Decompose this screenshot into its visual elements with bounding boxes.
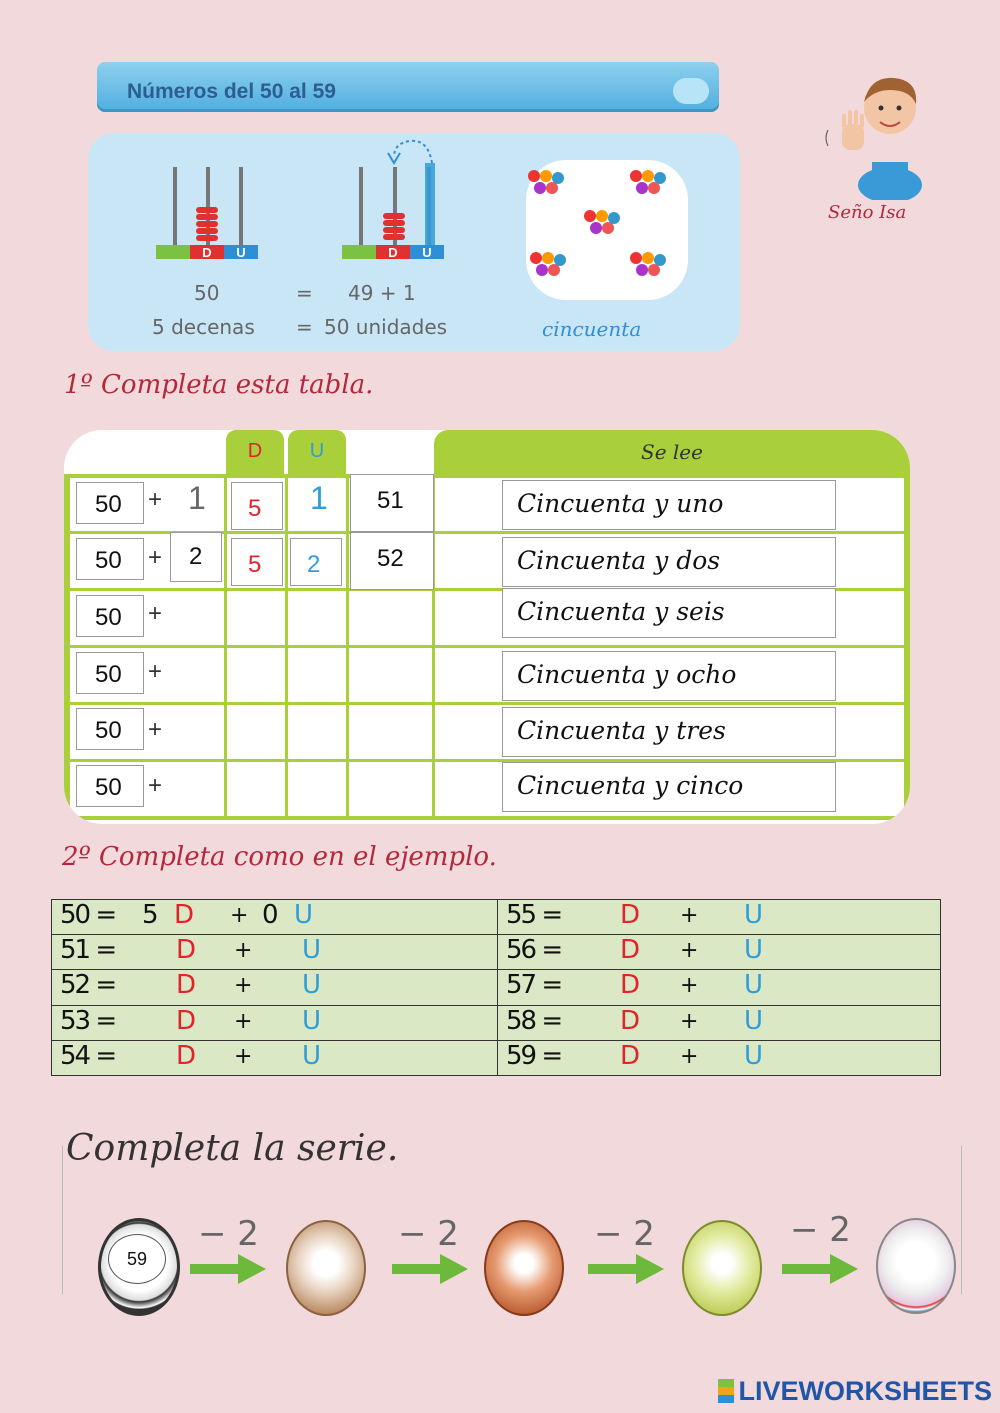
row2-plus: + (148, 544, 163, 571)
row6-plus: + (148, 772, 163, 799)
row4-reading-box: Cincuenta y ocho (502, 651, 836, 701)
ex2-cell-54: 54 = D + U (52, 1040, 498, 1075)
header-bubble-decoration (673, 78, 709, 104)
series-title: Completa la serie. (66, 1128, 399, 1169)
row1-total-box[interactable]: 51 (350, 474, 434, 532)
right-arrow-icon (782, 1254, 858, 1284)
eq1-right: 49 + 1 (348, 281, 416, 305)
teacher-illustration-icon (820, 70, 930, 200)
rugby-ball-icon (286, 1220, 366, 1316)
beach-ball-icon (876, 1218, 956, 1314)
ex2-cell-59: 59 = D + U (498, 1040, 941, 1075)
row5-reading-box: Cincuenta y tres (502, 707, 836, 757)
row2-reading-box: Cincuenta y dos (502, 537, 836, 587)
header-se-lee: Se lee (641, 440, 703, 464)
lollipop-icon (584, 210, 624, 240)
row2-d-box[interactable]: 5 (231, 538, 283, 586)
series-start-bubble (108, 1234, 166, 1284)
row1-reading-box: Cincuenta y uno (502, 480, 836, 530)
logo-text: LIVEWORKSHEETS (738, 1376, 992, 1406)
row2-u-box[interactable]: 2 (290, 538, 342, 586)
lollipop-illustration (526, 160, 688, 300)
step-label-2: − 2 (398, 1214, 459, 1254)
series-start-value: 59 (126, 1249, 148, 1269)
row4-plus: + (148, 658, 163, 685)
row2-total-box[interactable]: 52 (350, 532, 434, 590)
row2-addend-box[interactable]: 2 (170, 532, 222, 582)
ex2-cell-50: 50 = 5 D + 0 U (52, 900, 498, 935)
row1-plus: + (148, 486, 163, 513)
row2-base-box: 50 (76, 538, 144, 580)
abacus-u-label-2: U (422, 245, 432, 260)
row1-base-box: 50 (76, 482, 144, 524)
eq1-equals: = (296, 281, 313, 305)
exercise2-title: 2º Completa como en el ejemplo. (62, 842, 497, 872)
right-arrow-icon (392, 1254, 468, 1284)
ex2-cell-56: 56 = D + U (498, 935, 941, 970)
row3-reading-box: Cincuenta y seis (502, 588, 836, 638)
step-label-3: − 2 (594, 1214, 655, 1254)
number-word: cincuenta (542, 317, 642, 341)
lollipop-icon (630, 252, 670, 282)
ex2-cell-55: 55 = D + U (498, 900, 941, 935)
row4-base-box: 50 (76, 652, 144, 694)
teacher-caption: Seño Isa (828, 202, 907, 223)
ex2-cell-58: 58 = D + U (498, 1005, 941, 1040)
exercise1-table (64, 430, 910, 824)
eq2-right: 50 unidades (324, 315, 448, 339)
row6-base-box: 50 (76, 765, 144, 807)
ex2-cell-51: 51 = D + U (52, 935, 498, 970)
basketball-icon (484, 1220, 564, 1316)
eq2-equals: = (296, 315, 313, 339)
row1-u-value: 1 (310, 480, 328, 516)
lollipop-icon (530, 252, 570, 282)
step-label-4: − 2 (790, 1210, 851, 1250)
header-u: U (309, 440, 325, 462)
lesson-header (97, 62, 719, 112)
ex2-cell-57: 57 = D + U (498, 970, 941, 1005)
eq2-left: 5 decenas (152, 315, 255, 339)
row5-base-box: 50 (76, 708, 144, 750)
header-d: D (247, 440, 263, 462)
step-label-1: − 2 (198, 1214, 259, 1254)
ex2-50-u-value[interactable]: 0 (262, 900, 279, 931)
right-arrow-icon (190, 1254, 266, 1284)
row1-addend: 1 (188, 480, 206, 516)
logo-mark-icon (718, 1379, 734, 1403)
lesson-title: Números del 50 al 59 (127, 80, 336, 103)
right-arrow-icon (588, 1254, 664, 1284)
ex2-50-d-value[interactable]: 5 (142, 900, 159, 931)
ex2-cell-52: 52 = D + U (52, 970, 498, 1005)
row1-d-box[interactable]: 5 (231, 482, 283, 530)
eq1-left: 50 (194, 281, 220, 305)
row3-plus: + (148, 600, 163, 627)
exercise2-table (51, 899, 941, 1076)
row6-reading-box: Cincuenta y cinco (502, 762, 836, 812)
abacus-d-label: D (202, 245, 212, 260)
abacus-u-label: U (236, 245, 246, 260)
ex2-cell-53: 53 = D + U (52, 1005, 498, 1040)
teacher-avatar (820, 70, 930, 223)
lollipop-icon (528, 170, 568, 200)
abacus-d-label-2: D (388, 245, 398, 260)
exercise1-title: 1º Completa esta tabla. (64, 370, 374, 400)
tennis-ball-icon (682, 1220, 762, 1316)
liveworksheets-logo (718, 1376, 992, 1407)
regroup-arrow-icon (384, 137, 440, 167)
row3-base-box: 50 (76, 595, 144, 637)
row5-plus: + (148, 716, 163, 743)
lollipop-icon (630, 170, 670, 200)
